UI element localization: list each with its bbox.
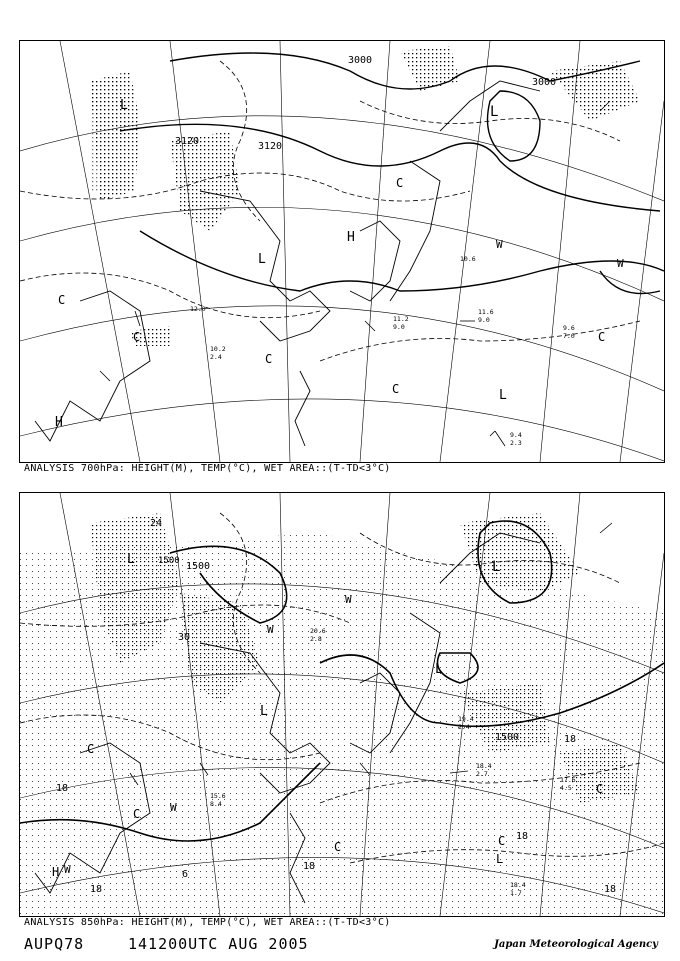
map-700hpa (19, 40, 665, 463)
station-value: 2.4 (210, 353, 222, 361)
center-L-5: L (496, 852, 504, 866)
isotherm-label: 30 (178, 632, 191, 643)
center-C-1: C (87, 742, 95, 756)
center-L-1: L (120, 98, 128, 113)
station-value: 8.4 (210, 800, 222, 808)
center-C-1: C (58, 293, 66, 307)
station-value: 9.0 (393, 323, 405, 331)
contour-label-3120-a: 3120 (175, 136, 200, 147)
station-value: 18.4 (510, 881, 526, 889)
center-H-1: H (52, 865, 60, 879)
station-value: 7.0 (563, 332, 575, 340)
map-700hpa-canvas (20, 41, 664, 462)
station-value: 10.2 (210, 345, 226, 353)
center-C-4: C (392, 382, 400, 396)
station-value: 19.4 (458, 715, 474, 723)
center-C-5: C (598, 330, 606, 344)
caption-700hpa: ANALYSIS 700hPa: HEIGHT(M), TEMP(°C), WET AREA::(T-TD<3°C) (24, 463, 391, 474)
center-L-2: L (490, 104, 499, 120)
station-value: 9.4 (510, 431, 522, 439)
contour-label-3120-b: 3120 (258, 141, 283, 152)
station-value: 4.5 (560, 784, 572, 792)
center-C-3: C (265, 352, 273, 366)
center-C-3: C (334, 840, 342, 854)
isotherm-label: 18 (564, 734, 577, 745)
contour-label-3000-b: 3000 (532, 77, 557, 88)
station-value: 20.6 (310, 627, 326, 635)
center-C-2: C (133, 330, 141, 344)
contour-label-1500-b: 1500 (495, 732, 520, 743)
isotherm-label: 18 (90, 884, 103, 895)
center-H-1: H (347, 230, 355, 245)
wet-area-3 (400, 46, 460, 91)
valid-time: 141200UTC AUG 2005 (128, 935, 309, 953)
isotherm-label: 18 (516, 831, 529, 842)
wet-area-4 (550, 61, 640, 121)
contour-label-3000-a: 3000 (348, 55, 373, 66)
center-L-3: L (260, 704, 268, 719)
center-C-4: C (596, 782, 604, 796)
map-850hpa-canvas (20, 493, 664, 916)
station-value: 2.3 (510, 439, 522, 447)
center-L-4: L (499, 388, 507, 403)
map-850hpa (19, 492, 665, 917)
station-value: 9.6 (563, 324, 575, 332)
center-C-5: C (498, 834, 506, 848)
center-W-2: W (170, 801, 177, 814)
agency-name: Japan Meteorological Agency (494, 939, 658, 950)
isotherm-label: 18 (56, 783, 69, 794)
station-value: 18.4 (476, 762, 492, 770)
center-C-6: C (396, 176, 404, 190)
center-L-4: L (435, 662, 443, 677)
center-W-1: W (496, 238, 503, 251)
isotherm-label: 18 (303, 861, 316, 872)
center-L-3: L (258, 252, 266, 267)
station-value: 11.6 (478, 308, 494, 316)
center-L-2: L (492, 559, 501, 575)
station-value: 1.7 (510, 889, 522, 897)
station-value: 12.0 (190, 305, 206, 313)
station-value: 10.6 (460, 255, 476, 263)
contour-label-1500-c: 1500 (158, 556, 180, 566)
isotherm-label: 18 (604, 884, 617, 895)
station-value: 2.7 (476, 770, 488, 778)
station-value: 15.6 (210, 792, 226, 800)
contour-label-1500-a: 1500 (186, 561, 211, 572)
isotherm-label: 6 (182, 869, 189, 880)
center-H-2: H (55, 415, 63, 430)
station-value: 2.8 (310, 635, 322, 643)
isotherm-label: 24 (150, 518, 163, 529)
station-value: 11.2 (393, 315, 409, 323)
bulletin-code: AUPQ78 (24, 935, 85, 953)
center-W-1: W (64, 863, 71, 876)
station-value: 2.4 (458, 723, 470, 731)
center-W-4: W (267, 623, 274, 636)
center-W-3: W (345, 593, 352, 606)
caption-850hpa: ANALYSIS 850hPa: HEIGHT(M), TEMP(°C), WET AREA::(T-TD<3°C) (24, 917, 391, 928)
station-values (190, 255, 575, 447)
center-W-2: W (617, 257, 624, 270)
center-L-1: L (127, 552, 135, 567)
center-C-2: C (133, 807, 141, 821)
station-value: 17.6 (560, 776, 576, 784)
station-value: 9.0 (478, 316, 490, 324)
